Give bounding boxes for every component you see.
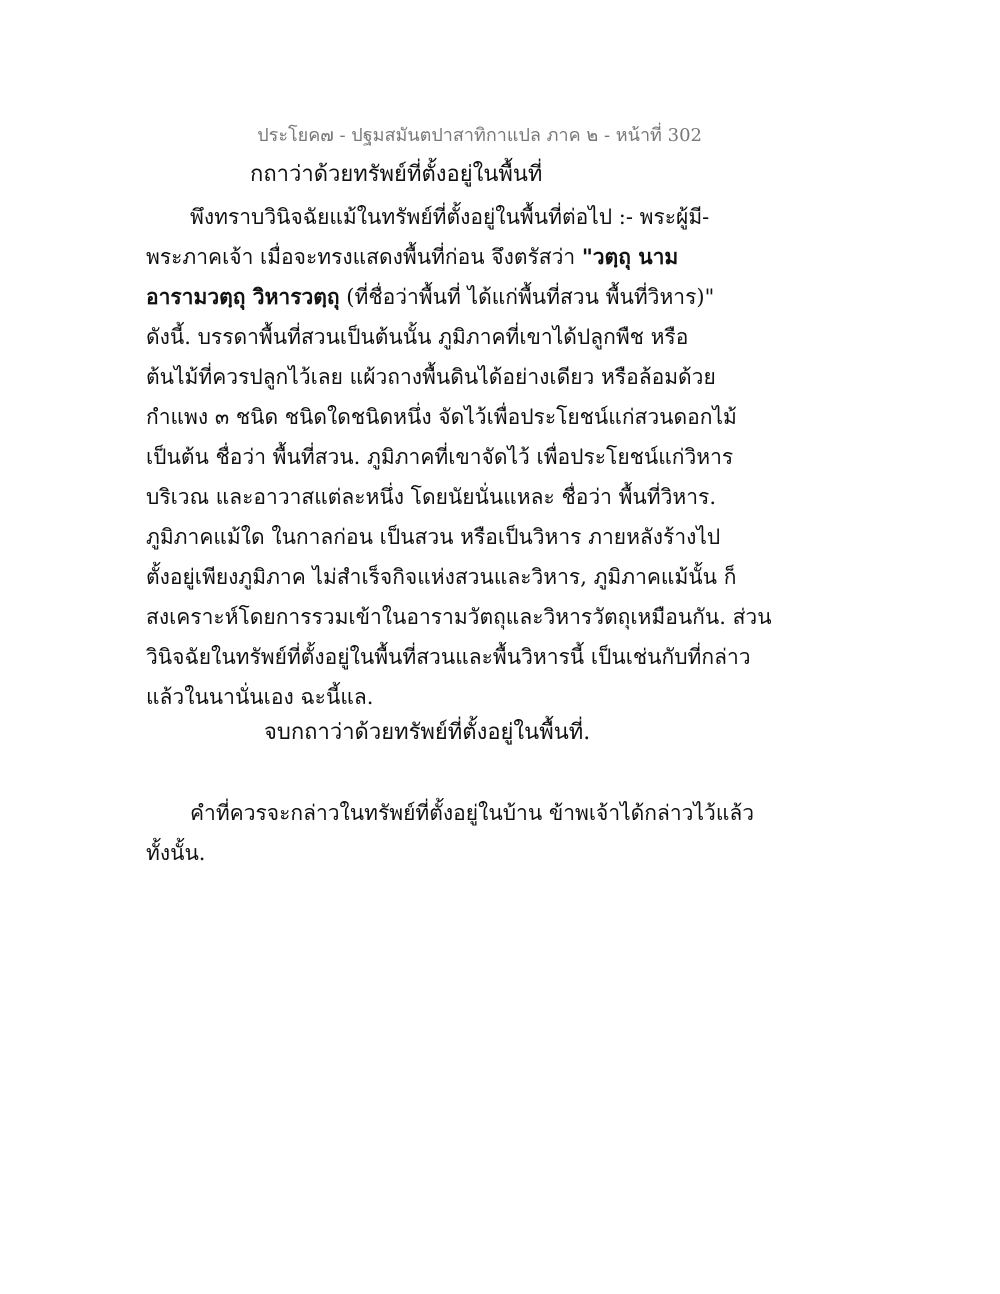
body-line-text: พระภาคเจ้า เมื่อจะทรงแสดงพื้นที่ก่อน จึงตรัสว่า bbox=[146, 245, 582, 269]
final-line: ทั้งนั้น. bbox=[146, 841, 206, 865]
body-line: ดังนี้. บรรดาพื้นที่สวนเป็นต้นนั้น ภูมิภาคที่เขาได้ปลูกพืช หรือ bbox=[146, 325, 689, 349]
body-line: ภูมิภาคแม้ใด ในกาลก่อน เป็นสวน หรือเป็นวิหาร ภายหลังร้างไป bbox=[146, 525, 721, 549]
final-line: คำที่ควรจะกล่าวในทรัพย์ที่ตั้งอยู่ในบ้าน ข้าพเจ้าได้กล่าวไว้แล้ว bbox=[190, 801, 755, 825]
body-line: เป็นต้น ชื่อว่า พื้นที่สวน. ภูมิภาคที่เขาจัดไว้ เพื่อประโยชน์แก่วิหาร bbox=[146, 445, 734, 469]
body-line bbox=[146, 282, 726, 322]
running-header: ประโยค๗ - ปฐมสมันตปาสาทิกาแปล ภาค ๒ - หน้าที่ 302 bbox=[257, 125, 702, 146]
body-line: ตั้งอยู่เพียงภูมิภาค ไม่สำเร็จกิจแห่งสวนและวิหาร, ภูมิภาคแม้นั้น ก็ bbox=[146, 565, 737, 589]
body-line: กำแพง ๓ ชนิด ชนิดใดชนิดหนึ่ง จัดไว้เพื่อประโยชน์แก่สวนดอกไม้ bbox=[146, 405, 737, 429]
body-line: บริเวณ และอาวาสแต่ละหนึ่ง โดยนัยนั่นแหละ ชื่อว่า พื้นที่วิหาร. bbox=[146, 485, 717, 509]
section-title: กถาว่าด้วยทรัพย์ที่ตั้งอยู่ในพื้นที่ bbox=[250, 162, 543, 187]
body-line: วินิจฉัยในทรัพย์ที่ตั้งอยู่ในพื้นที่สวนและพื้นวิหารนี้ เป็นเช่นกับที่กล่าว bbox=[146, 645, 751, 669]
body-paragraph bbox=[146, 202, 772, 722]
body-line-text: (ที่ชื่อว่าพื้นที่ ได้แก่พื้นที่สวน พื้นที่วิหาร)" bbox=[339, 285, 715, 309]
pali-term: "วตฺถุ นาม bbox=[581, 244, 679, 269]
closing-title: จบกถาว่าด้วยทรัพย์ที่ตั้งอยู่ในพื้นที่. bbox=[264, 720, 591, 745]
body-line: พึงทราบวินิจฉัยแม้ในทรัพย์ที่ตั้งอยู่ในพื้นที่ต่อไป :- พระผู้มี- bbox=[190, 205, 710, 229]
body-line: แล้วในนานั่นเอง ฉะนี้แล. bbox=[146, 685, 374, 709]
pali-term: อารามวตฺถุ วิหารวตฺถุ bbox=[146, 284, 340, 309]
body-line: สงเคราะห์โดยการรวมเข้าในอารามวัตถุและวิหารวัตถุเหมือนกัน. ส่วน bbox=[146, 605, 772, 629]
body-line bbox=[146, 242, 726, 282]
body-line: ต้นไม้ที่ควรปลูกไว้เลย แผ้วถางพื้นดินได้อย่างเดียว หรือล้อมด้วย bbox=[146, 365, 716, 389]
final-paragraph bbox=[146, 798, 755, 878]
